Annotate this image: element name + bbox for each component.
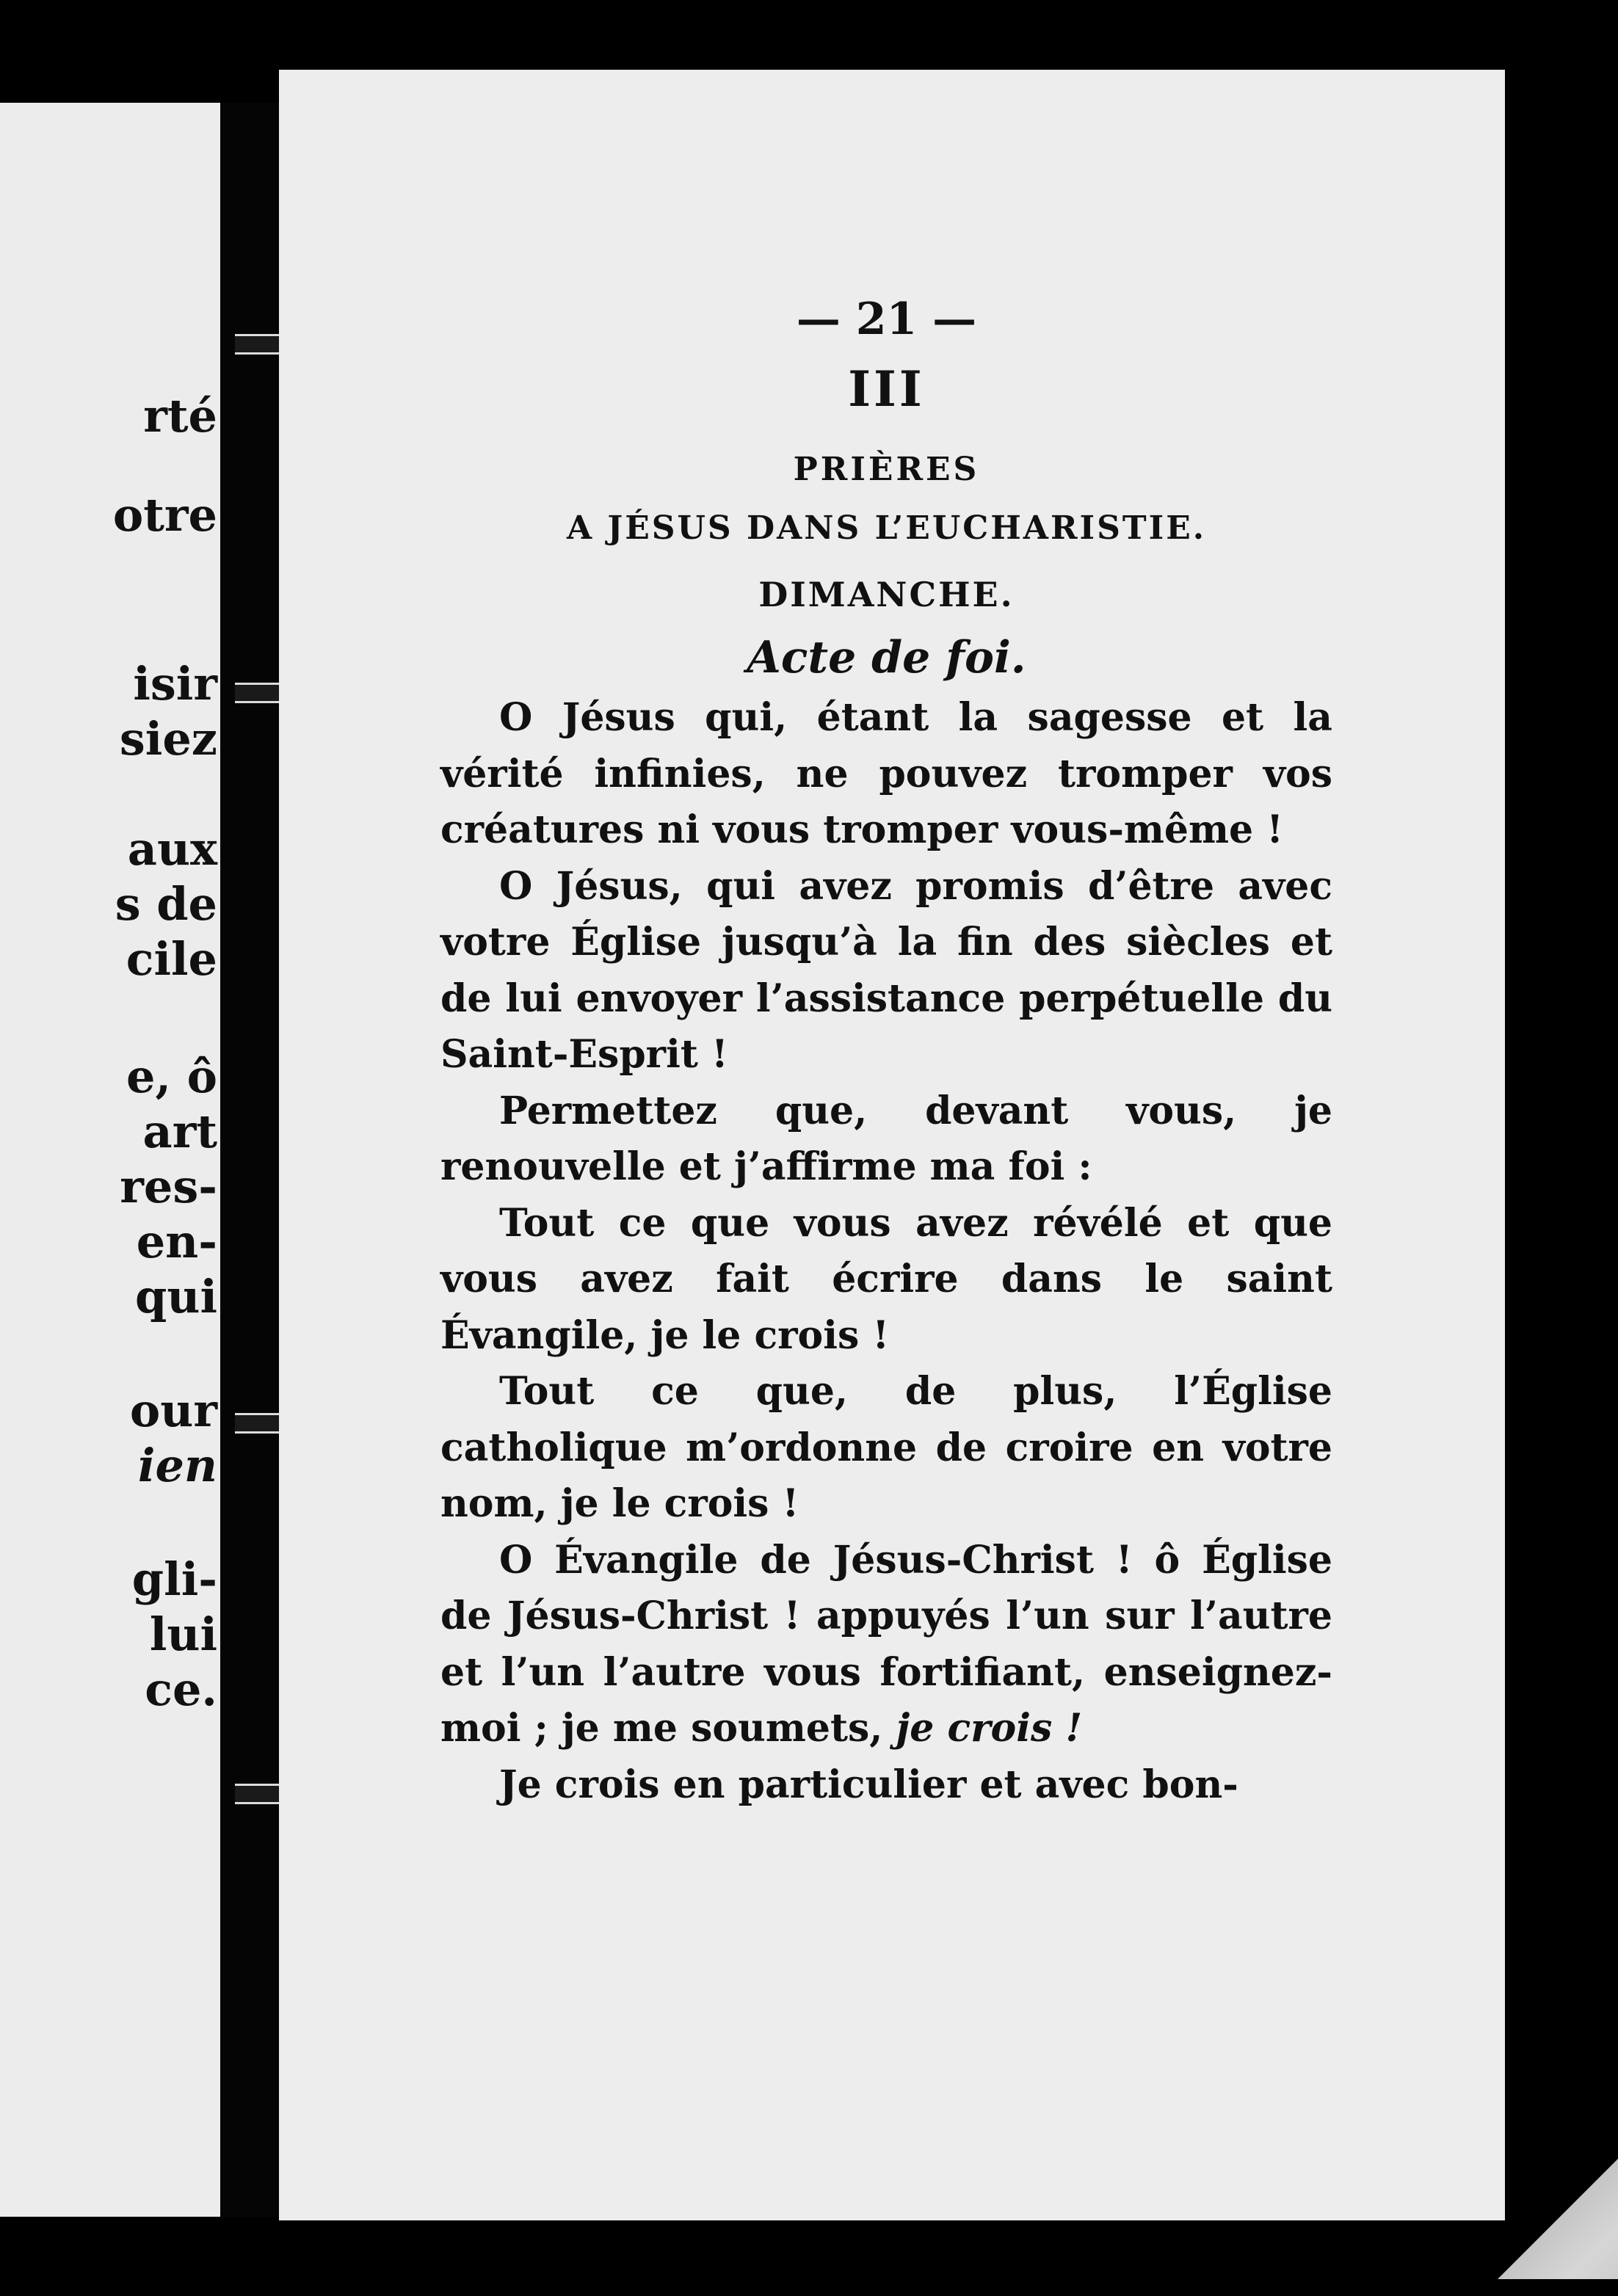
day-heading: DIMANCHE.: [758, 575, 1015, 614]
paragraph: O Jésus, qui avez promis d’être avec votre Église jusqu’à la fin des siècles et de lui envoyer l’assistance perpétuelle du Saint-Esprit !: [440, 863, 1332, 1077]
left-page-line: ien: [137, 1439, 217, 1492]
paragraph: Tout ce que vous avez révélé et que vous avez fait écrire dans le saint Évangile, je le crois !: [440, 1200, 1332, 1358]
paragraph: [440, 1533, 1332, 1757]
left-page-line: ce.: [145, 1663, 217, 1716]
paragraph: Permettez que, devant vous, je renouvelle et j’affirme ma foi :: [440, 1088, 1332, 1189]
emphasis-text: je crois !: [896, 1706, 1083, 1751]
binding-stitch: [235, 334, 279, 355]
section-number: III: [848, 360, 925, 418]
book-gutter: [220, 103, 279, 2217]
left-page-line: rté: [143, 389, 217, 443]
prayer-title: Acte de foi.: [747, 632, 1026, 683]
left-page-line: lui: [149, 1607, 217, 1661]
left-page-line: art: [142, 1105, 217, 1158]
binding-stitch: [235, 1784, 279, 1804]
left-page-line: qui: [135, 1270, 217, 1323]
left-page-line: siez: [119, 712, 217, 766]
left-page-line: cile: [126, 932, 217, 986]
left-page-fragment: [0, 103, 220, 2217]
paragraph: Je crois en particulier et avec bon-: [499, 1762, 1238, 1807]
left-page-line: isir: [133, 657, 217, 711]
left-page-line: otre: [112, 488, 217, 542]
left-page-line: en-: [136, 1215, 217, 1268]
left-page-line: res-: [120, 1160, 217, 1213]
left-page-line: e, ô: [126, 1050, 217, 1103]
binding-stitch: [235, 683, 279, 703]
left-page-line: gli-: [131, 1552, 217, 1606]
chapter-subheading: A JÉSUS DANS L’EUCHARISTIE.: [566, 509, 1207, 547]
chapter-heading: PRIÈRES: [793, 451, 980, 488]
left-page-line: our: [129, 1384, 217, 1437]
page-corner-fold: [1498, 1934, 1618, 2279]
left-page-line: aux: [127, 822, 217, 876]
binding-stitch: [235, 1413, 279, 1434]
page-text-block: [440, 294, 1332, 1813]
paragraph: O Jésus qui, étant la sagesse et la vérité infinies, ne pouvez tromper vos créatures ni vous tromper vous-même !: [440, 695, 1332, 852]
paragraph-text: O Évangile de Jésus-Christ ! ô Église de Jésus-Christ ! appuyés l’un sur l’autre et l’un l’autre vous fortifiant, enseignez-moi ; je me soumets,: [440, 1537, 1332, 1751]
left-page-line: s de: [115, 877, 217, 931]
page-number: — 21 —: [796, 294, 977, 345]
paragraph: Tout ce que, de plus, l’Église catholique m’ordonne de croire en votre nom, je le crois !: [440, 1369, 1332, 1526]
